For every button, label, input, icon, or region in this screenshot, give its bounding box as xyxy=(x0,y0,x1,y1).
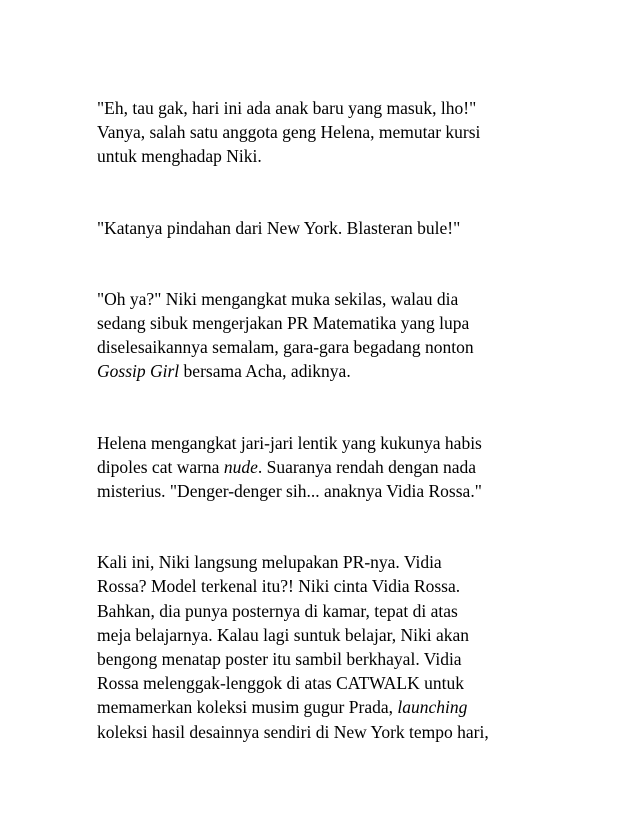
text-segment: "Eh, tau gak, hari ini ada anak baru yang masuk, lho!" xyxy=(97,98,477,118)
paragraph xyxy=(97,216,547,240)
text-segment: Rossa melenggak-lenggok di atas CATWALK untuk xyxy=(97,673,464,694)
text-segment: dipoles cat warna xyxy=(97,456,224,477)
text-line xyxy=(97,623,547,647)
text-line xyxy=(97,455,547,479)
italic-text: launching xyxy=(397,697,468,718)
text-line xyxy=(97,311,547,335)
text-segment: bengong menatap poster itu sambil berkhayal. Vidia xyxy=(97,649,462,670)
text-line xyxy=(97,335,547,359)
text-line xyxy=(97,550,547,574)
text-segment: "Katanya pindahan dari New York. Blasteran bule!" xyxy=(97,217,461,238)
paragraph xyxy=(97,96,547,169)
text-line xyxy=(97,144,547,168)
text-line xyxy=(97,574,547,598)
text-segment: misterius. "Denger-denger sih... anaknya Vidia Rossa." xyxy=(97,481,482,502)
text-line xyxy=(97,720,547,744)
text-line xyxy=(97,120,547,144)
story-text xyxy=(97,96,547,791)
paragraph xyxy=(97,550,547,744)
text-segment: diselesaikannya semalam, gara-gara begadang nonton xyxy=(97,337,474,358)
text-line xyxy=(97,647,547,671)
text-segment: Rossa? Model terkenal itu?! Niki cinta Vidia Rossa. xyxy=(97,576,461,597)
paragraph xyxy=(97,287,547,384)
text-segment: . Suaranya rendah dengan nada xyxy=(257,456,477,477)
text-segment: memamerkan koleksi musim gugur Prada, xyxy=(97,697,398,718)
text-line xyxy=(97,671,547,695)
text-line xyxy=(97,479,547,503)
italic-text: Gossip Girl xyxy=(97,361,180,382)
text-segment: meja belajarnya. Kalau lagi suntuk belajar, Niki akan xyxy=(97,624,470,645)
text-segment: koleksi hasil desainnya sendiri di New York tempo hari, xyxy=(97,721,489,742)
paragraph xyxy=(97,431,547,504)
text-segment: sedang sibuk mengerjakan PR Matematika yang lupa xyxy=(97,313,470,334)
text-segment: Vanya, salah satu anggota geng Helena, memutar kursi xyxy=(97,122,481,143)
text-line xyxy=(97,96,547,120)
text-line xyxy=(97,599,547,623)
text-segment: Bahkan, dia punya posternya di kamar, tepat di atas xyxy=(97,600,458,621)
text-segment: Helena mengangkat jari-jari lentik yang kukunya habis xyxy=(97,432,482,453)
text-line xyxy=(97,431,547,455)
italic-text: nude xyxy=(223,456,258,477)
text-line xyxy=(97,695,547,719)
text-line xyxy=(97,287,547,311)
text-segment: untuk menghadap Niki. xyxy=(97,146,262,167)
text-segment: bersama Acha, adiknya. xyxy=(179,361,351,382)
text-segment: Kali ini, Niki langsung melupakan PR-nya. Vidia xyxy=(97,552,442,573)
text-line xyxy=(97,216,547,240)
text-segment: "Oh ya?" Niki mengangkat muka sekilas, walau dia xyxy=(97,288,459,309)
text-line xyxy=(97,359,547,383)
